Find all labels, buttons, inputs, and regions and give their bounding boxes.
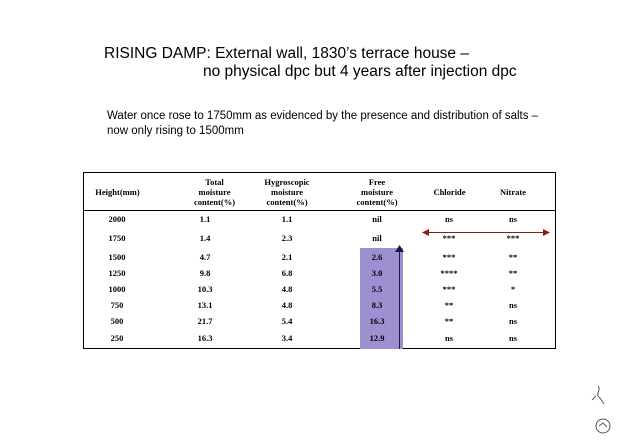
cell-chloride: ns: [444, 214, 454, 224]
cell-nitrate: **: [508, 252, 518, 262]
header-hygroscopic-line-1: Hygroscopic: [264, 176, 310, 187]
header-free-line-2: moisture: [361, 186, 393, 197]
cell-total: 16.3: [197, 333, 213, 343]
cell-total: 1.4: [199, 233, 211, 243]
cell-hygroscopic: 2.3: [281, 233, 293, 243]
cell-total: 21.7: [197, 316, 213, 326]
cell-nitrate: ns: [508, 214, 518, 224]
cell-hygroscopic: 6.8: [281, 268, 293, 278]
cell-free: 16.3: [369, 316, 385, 326]
cell-chloride: ns: [444, 333, 454, 343]
cell-hygroscopic: 4.8: [281, 300, 293, 310]
cell-nitrate: *: [510, 284, 516, 294]
header-free-line-3: content(%): [356, 196, 398, 207]
intro-paragraph: Water once rose to 1750mm as evidenced by the presence and distribution of salts – now only rising to 1500mm: [107, 110, 539, 137]
cell-chloride: ****: [440, 268, 458, 278]
cell-hygroscopic: 1.1: [281, 214, 293, 224]
cell-height: 1750: [108, 233, 126, 243]
cell-height: 2000: [108, 214, 126, 224]
title-line-2: no physical dpc but 4 years after injection dpc: [203, 63, 517, 80]
cell-hygroscopic: 2.1: [281, 252, 293, 262]
cell-free: 2.6: [371, 252, 383, 262]
header-hygroscopic-moisture: [247, 173, 327, 210]
header-total-line-3: content(%): [193, 196, 236, 207]
cell-chloride: **: [444, 300, 454, 310]
cell-free: 12.9: [369, 333, 385, 343]
cell-chloride: **: [444, 316, 454, 326]
cell-hygroscopic: 5.4: [281, 316, 293, 326]
cell-free: nil: [372, 233, 382, 243]
cell-hygroscopic: 4.8: [281, 284, 293, 294]
cell-nitrate: ***: [506, 233, 520, 243]
cell-height: 1250: [108, 268, 126, 278]
title-line-1: RISING DAMP: External wall, 1830’s terrace house –: [104, 45, 469, 62]
cell-chloride: ***: [442, 284, 456, 294]
cell-hygroscopic: 3.4: [281, 333, 293, 343]
header-nitrate-text: Nitrate: [500, 186, 526, 197]
cell-chloride: ***: [442, 233, 456, 243]
cell-free: 5.5: [371, 284, 383, 294]
cell-height: 500: [110, 316, 124, 326]
header-total-moisture: [177, 173, 252, 210]
moisture-table: [83, 172, 556, 349]
cell-free: nil: [372, 214, 382, 224]
header-hygroscopic-line-3: content(%): [266, 196, 308, 207]
header-free-moisture: [337, 173, 417, 210]
cell-free: 8.3: [371, 300, 383, 310]
cell-height: 250: [110, 333, 124, 343]
cell-free: 3.0: [371, 268, 383, 278]
cell-total: 10.3: [197, 284, 213, 294]
cell-nitrate: ns: [508, 316, 518, 326]
header-free-line-1: Free: [368, 176, 386, 187]
cell-height: 1000: [108, 284, 126, 294]
header-chloride-text: Chloride: [433, 186, 466, 197]
header-nitrate: [482, 173, 544, 210]
stamp-doodle-icon: [594, 416, 614, 436]
header-chloride: [417, 173, 482, 210]
header-hygroscopic-line-2: moisture: [271, 186, 303, 197]
salt-line-right-arrowhead-icon: [543, 229, 550, 236]
cell-nitrate: ns: [508, 333, 518, 343]
cell-total: 4.7: [199, 252, 211, 262]
cell-chloride: ***: [442, 252, 456, 262]
header-total-line-2: moisture: [198, 186, 231, 197]
cell-total: 13.1: [197, 300, 213, 310]
header-height-text: Height(mm): [95, 186, 140, 197]
header-total-line-1: Total: [205, 176, 224, 187]
table-header-row: [84, 173, 555, 211]
cell-height: 1500: [108, 252, 126, 262]
cell-nitrate: ns: [508, 300, 518, 310]
cell-height: 750: [110, 300, 124, 310]
cell-total: 1.1: [199, 214, 211, 224]
cell-nitrate: **: [508, 268, 518, 278]
header-height: [84, 173, 151, 210]
pen-doodle-icon: [588, 384, 610, 406]
cell-total: 9.8: [199, 268, 211, 278]
rising-water-arrow: [399, 250, 400, 349]
